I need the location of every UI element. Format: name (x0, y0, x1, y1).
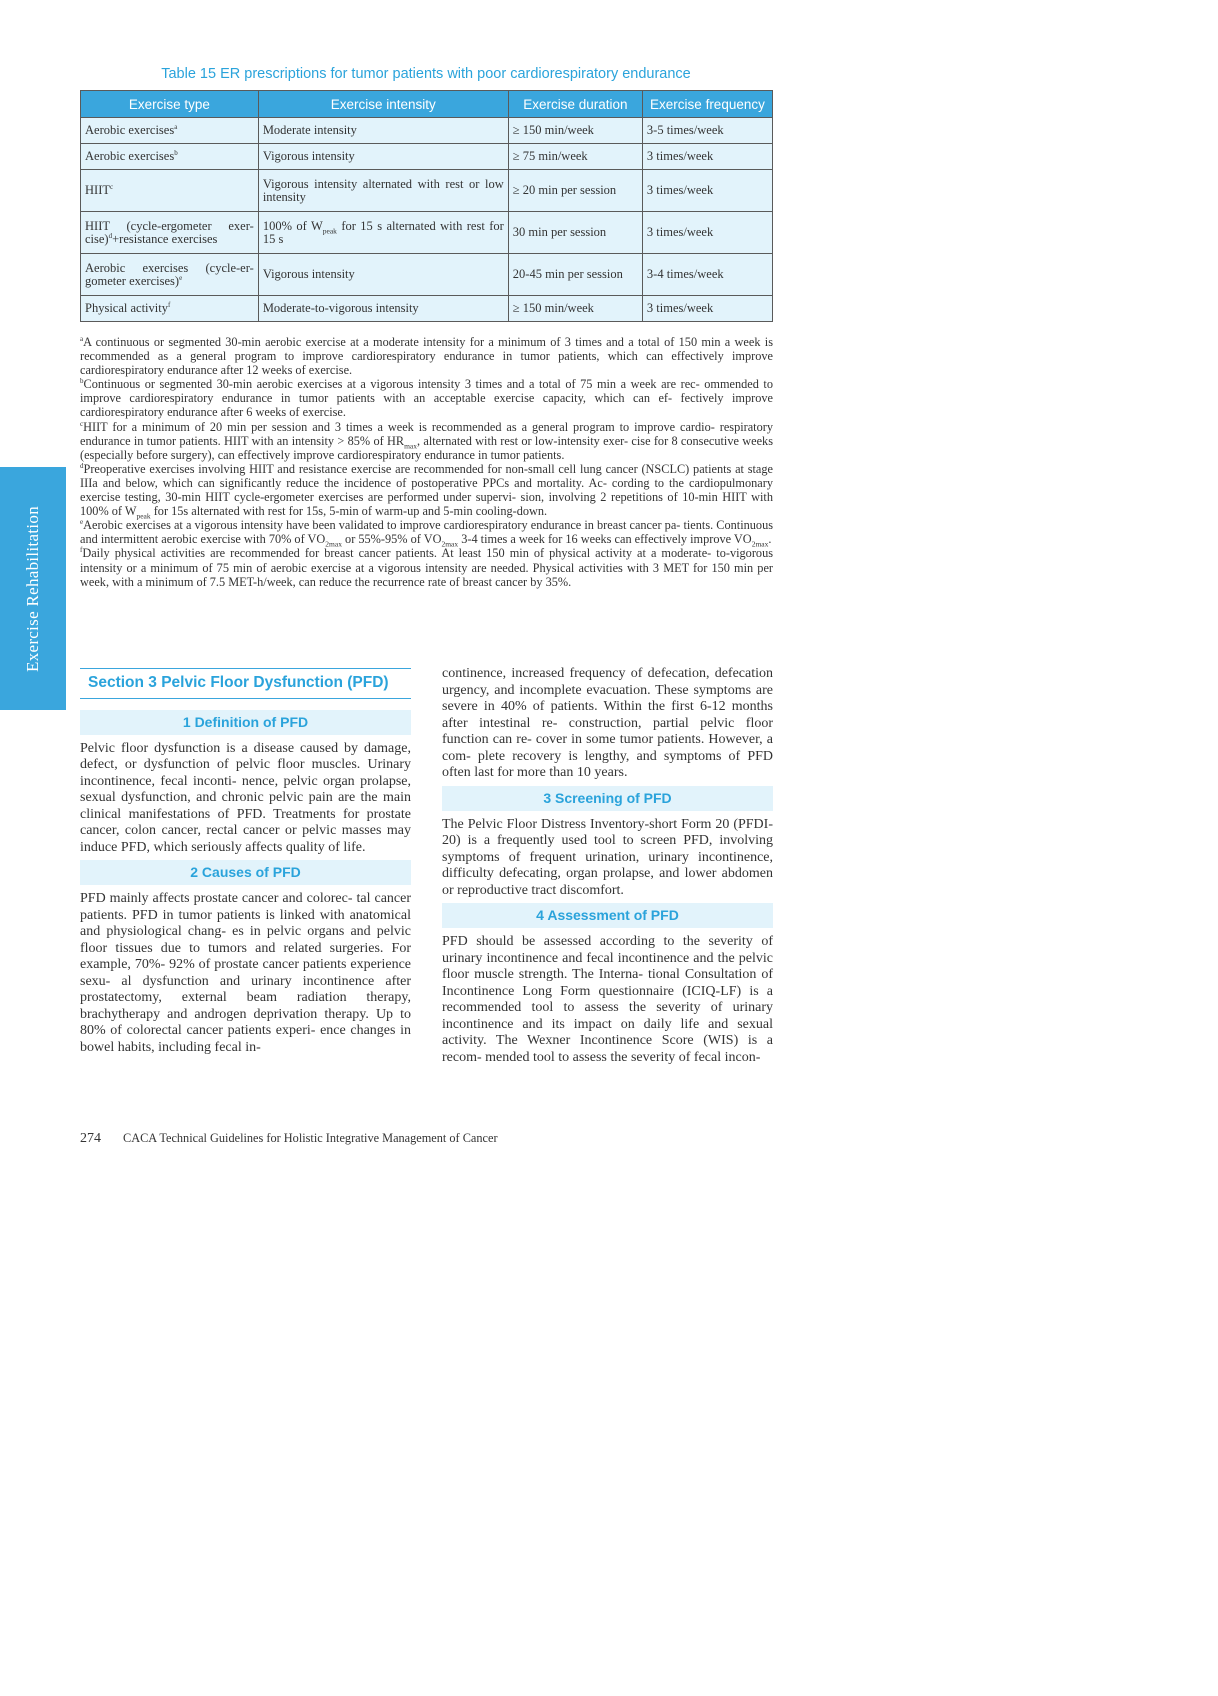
cell-exercise-type: Aerobic exercises$^a$ (81, 118, 259, 144)
cell-exercise-intensity: Vigorous intensity (258, 254, 508, 296)
cell-exercise-frequency: 3-4 times/week (642, 254, 772, 296)
left-column (80, 668, 411, 1056)
table-row (81, 254, 773, 296)
cell-exercise-type: Aerobic exercises (cycle-er- gometer exercises)$^e$ (81, 254, 259, 296)
footnote-a: $^a$A continuous or segmented 30-min aerobic exercise at a moderate intensity for a minimum of 3 times and a total of 150 min a week is recommended as a general program to improve cardiorespiratory endurance in tumor patients, which can effectively improve cardiorespiratory endurance after 12 weeks of exercise. (80, 334, 773, 378)
col-header-exercise-intensity: Exercise intensity (258, 91, 508, 118)
page-number: 274 (80, 1131, 101, 1146)
paragraph-screening: The Pelvic Floor Distress Inventory-short Form 20 (PFDI-20) is a frequently used tool to screen PFD, involving symptoms of frequent urination, urinary incontinence, difficulty defecating, organ prolapse, and lower abdomen or reproductive tract discomfort. (442, 816, 773, 898)
table-row (81, 144, 773, 170)
book-title: CACA Technical Guidelines for Holistic Integrative Management of Cancer (123, 1131, 498, 1145)
cell-exercise-type: HIIT$^c$ (81, 170, 259, 212)
chapter-side-tab-label: Exercise Rehabilitation (23, 505, 42, 672)
cell-exercise-frequency: 3 times/week (642, 144, 772, 170)
paragraph-causes: PFD mainly affects prostate cancer and colorec- tal cancer patients. PFD in tumor patients is linked with anatomical and physiological chang- es in pelvic organs and pelvic floor tissues due to tumors and related surgeries. For example, 70%- 92% of prostate cancer patients experience sexu- al dysfunction and urinary incontinence after prostatectomy, external beam radiation therapy, brachytherapy and androgen deprivation therapy. Up to 80% of colorectal cancer patients experi- ence changes in bowel habits, including fecal in- (80, 891, 411, 1055)
right-column (442, 666, 773, 1066)
table-caption: Table 15 ER prescriptions for tumor patients with poor cardiorespiratory endurance (161, 66, 691, 82)
cell-exercise-intensity: Moderate intensity (258, 118, 508, 144)
table-row (81, 296, 773, 322)
cell-exercise-duration: ≥ 75 min/week (508, 144, 642, 170)
cell-exercise-type: Aerobic exercises$^b$ (81, 144, 259, 170)
table-row (81, 170, 773, 212)
subheading-definition: 1 Definition of PFD (80, 710, 411, 735)
cell-exercise-intensity: Vigorous intensity (258, 144, 508, 170)
paragraph-definition: Pelvic floor dysfunction is a disease caused by damage, defect, or dysfunction of pelvic floor muscles. Urinary incontinence, fecal inconti- nence, pelvic organ prolapse, sexual dysfunction, and chronic pelvic pain are the main clinical manifestations of PFD. Treatments for prostate cancer, colon cancer, rectal cancer or pelvic masses may induce PFD, which seriously affects quality of life. (80, 740, 411, 855)
col-header-exercise-frequency: Exercise frequency (642, 91, 772, 118)
footnote-e: $^e$Aerobic exercises at a vigorous intensity have been validated to improve cardiorespiratory endurance in breast cancer pa- tients. Continuous and intermittent aerobic exercise with 70% of $VO_{2max}$ or 55%-95% of $VO_{2max}$ 3-4 times a week for 16 weeks can effectively improve $VO_{2max}$. (80, 518, 773, 549)
table-row (81, 212, 773, 254)
footnote-d: $^d$Preoperative exercises involving HIIT and resistance exercise are recommended for non-small cell lung cancer (NSCLC) patients at stage IIIa and below, which can significantly reduce the incidence of postoperative PPCs and mortality. Ac- cording to the cardiopulmonary exercise testing, 30-min HIIT cycle-ergometer exercises are performed under supervi- sion, involving 2 repetitions of 10-min HIIT with 100% of $W_{peak}$ for 15s alternated with rest for 15s, 5-min of warm-up and 5-min cooling-down. (80, 461, 773, 521)
cell-exercise-duration: 20-45 min per session (508, 254, 642, 296)
cell-exercise-intensity: Moderate-to-vigorous intensity (258, 296, 508, 322)
subheading-assessment: 4 Assessment of PFD (442, 903, 773, 928)
chapter-side-tab (0, 467, 66, 710)
exercise-prescription-table (80, 90, 773, 322)
table-header-row (81, 91, 773, 118)
footnote-b: $^b$Continuous or segmented 30-min aerobic exercises at a vigorous intensity 3 times and a total of 75 min a week are rec- ommended to improve cardiorespiratory endurance in tumor patients with an acceptable exercise capacity, which can ef- fectively improve cardiorespiratory endurance after 6 weeks of exercise. (80, 377, 773, 420)
cell-exercise-intensity: 100% of $W_{peak}$ for 15 s alternated with rest for 15 s (258, 212, 508, 254)
cell-exercise-duration: ≥ 20 min per session (508, 170, 642, 212)
table-footnotes (80, 335, 773, 589)
cell-exercise-frequency: 3 times/week (642, 170, 772, 212)
paragraph-assessment: PFD should be assessed according to the severity of urinary incontinence and fecal incontinence and the pelvic floor muscle strength. The Interna- tional Consultation of Incontinence Long Form questionnaire (ICIQ-LF) is a recommended tool to assess the severity of urinary incontinence and its impact on daily life and sexual activity. The Wexner Incontinence Score (WIS) is a recom- mended tool to assess the severity of fecal incon- (442, 934, 773, 1065)
cell-exercise-intensity: Vigorous intensity alternated with rest or low intensity (258, 170, 508, 212)
page-footer (80, 1131, 498, 1147)
cell-exercise-frequency: 3 times/week (642, 296, 772, 322)
cell-exercise-type: HIIT (cycle-ergometer exer- cise)$^d$+resistance exercises (81, 212, 259, 254)
subheading-causes: 2 Causes of PFD (80, 860, 411, 885)
cell-exercise-duration: ≥ 150 min/week (508, 118, 642, 144)
cell-exercise-duration: 30 min per session (508, 212, 642, 254)
footnote-c: $^c$HIIT for a minimum of 20 min per session and 3 times a week is recommended as a general program to improve cardio- respiratory endurance in tumor patients. HIIT with an intensity > 85% of $HR_{max}$, alternated with rest or low-intensity exer- cise for 8 consecutive weeks (especially before surgery), can effectively improve cardiorespiratory endurance in tumor patients. (80, 419, 773, 462)
subheading-screening: 3 Screening of PFD (442, 786, 773, 811)
cell-exercise-duration: ≥ 150 min/week (508, 296, 642, 322)
cell-exercise-frequency: 3-5 times/week (642, 118, 772, 144)
footnote-f: $^f$Daily physical activities are recommended for breast cancer patients. At least 150 min of physical activity at a moderate- to-vigorous intensity or a minimum of 75 min of aerobic exercise at a vigorous intensity are needed. Physical activities with 3 MET for 150 min per week, with a minimum of 7.5 MET-h/week, can reduce the recurrence rate of breast cancer by 35%. (80, 546, 773, 589)
cell-exercise-type: Physical activity$^f$ (81, 296, 259, 322)
col-header-exercise-duration: Exercise duration (508, 91, 642, 118)
section-title: Section 3 Pelvic Floor Dysfunction (PFD) (80, 668, 411, 699)
paragraph-causes-continued: continence, increased frequency of defecation, defecation urgency, and incomplete evacuation. These symptoms are severe in 40% of patients. Within the first 6-12 months after intestinal re- construction, partial pelvic floor function can re- cover in some tumor patients. However, a com- plete recovery is lengthy, and symptoms of PFD often last for more than 10 years. (442, 666, 773, 780)
table-row (81, 118, 773, 144)
cell-exercise-frequency: 3 times/week (642, 212, 772, 254)
col-header-exercise-type: Exercise type (81, 91, 259, 118)
